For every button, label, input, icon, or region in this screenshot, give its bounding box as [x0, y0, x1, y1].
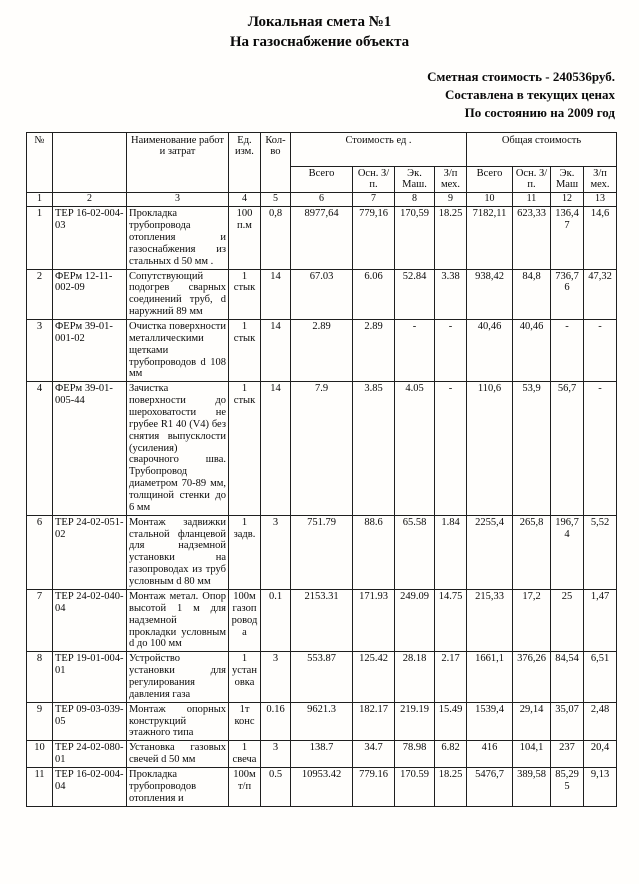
- table-body: [27, 207, 617, 806]
- column-number-cell: 2: [53, 193, 127, 207]
- header-total-cost-group: Общая стоимость: [467, 132, 617, 166]
- table-cell: 196,74: [551, 515, 584, 589]
- column-number-cell: 7: [353, 193, 395, 207]
- table-cell: -: [395, 320, 435, 382]
- table-cell: 553.87: [291, 652, 353, 702]
- header-unit-cost-group: Стоимость ед .: [291, 132, 467, 166]
- table-cell: -: [584, 320, 617, 382]
- table-cell: 8: [27, 652, 53, 702]
- table-cell: 2,48: [584, 702, 617, 741]
- table-cell: 6.06: [353, 269, 395, 319]
- table-cell: 1661,1: [467, 652, 513, 702]
- table-cell: ТЕР 16-02-004-03: [53, 207, 127, 269]
- table-cell: 67.03: [291, 269, 353, 319]
- table-cell: 265,8: [513, 515, 551, 589]
- table-cell: 1 стык: [229, 320, 261, 382]
- table-cell: 28.18: [395, 652, 435, 702]
- column-number-cell: 3: [127, 193, 229, 207]
- table-cell: 2153.31: [291, 589, 353, 651]
- table-cell: 84,54: [551, 652, 584, 702]
- header-code: [53, 132, 127, 193]
- table-cell: Монтаж метал. Опор высотой 1 м для надземной прокладки условным d до 100 мм: [127, 589, 229, 651]
- table-cell: 100 п.м: [229, 207, 261, 269]
- table-cell: 0,8: [261, 207, 291, 269]
- table-cell: 3.85: [353, 382, 395, 515]
- table-cell: ТЕР 24-02-080-01: [53, 741, 127, 768]
- subheader-unit-total: Всего: [291, 166, 353, 193]
- column-number-cell: 1: [27, 193, 53, 207]
- table-cell: 25: [551, 589, 584, 651]
- table-cell: 88.6: [353, 515, 395, 589]
- subheader-total-base-wage: Осн. З/п.: [513, 166, 551, 193]
- table-cell: 389,58: [513, 767, 551, 806]
- column-number-cell: 11: [513, 193, 551, 207]
- table-cell: -: [435, 320, 467, 382]
- table-cell: 0.16: [261, 702, 291, 741]
- meta-estimate-cost: Сметная стоимость - 240536руб.: [427, 69, 615, 84]
- table-cell: 29,14: [513, 702, 551, 741]
- table-cell: 1 свеча: [229, 741, 261, 768]
- meta-current-prices: Составлена в текущих ценах: [444, 87, 615, 103]
- table-cell: ТЕР 16-02-004-04: [53, 767, 127, 806]
- header-qty: Кол-во: [261, 132, 291, 193]
- table-cell: 40,46: [513, 320, 551, 382]
- subheader-unit-mech-wage: З/п мех.: [435, 166, 467, 193]
- column-number-cell: 13: [584, 193, 617, 207]
- table-cell: 7.9: [291, 382, 353, 515]
- column-number-cell: 6: [291, 193, 353, 207]
- table-cell: 9: [27, 702, 53, 741]
- table-cell: 779.16: [353, 767, 395, 806]
- subheader-total-mech-wage: З/п мех.: [584, 166, 617, 193]
- table-cell: 779,16: [353, 207, 395, 269]
- table-cell: 751.79: [291, 515, 353, 589]
- table-cell: 7182,11: [467, 207, 513, 269]
- table-cell: ФЕРм 12-11-002-09: [53, 269, 127, 319]
- table-cell: 10953.42: [291, 767, 353, 806]
- column-number-cell: 5: [261, 193, 291, 207]
- table-cell: 1т конс: [229, 702, 261, 741]
- title-line-2: На газоснабжение объекта: [229, 33, 410, 50]
- table-cell: Очистка поверхности металлическими щетками трубопроводов d 108 мм: [127, 320, 229, 382]
- table-cell: 10: [27, 741, 53, 768]
- column-number-cell: 9: [435, 193, 467, 207]
- table-cell: 14,6: [584, 207, 617, 269]
- table-cell: 52.84: [395, 269, 435, 319]
- table-cell: 182.17: [353, 702, 395, 741]
- table-cell: 18.25: [435, 767, 467, 806]
- table-cell: 938,42: [467, 269, 513, 319]
- table-cell: 1 стык: [229, 269, 261, 319]
- table-cell: 1 стык: [229, 382, 261, 515]
- table-cell: 14: [261, 382, 291, 515]
- table-cell: 85,295: [551, 767, 584, 806]
- table-cell: 4: [27, 382, 53, 515]
- table-cell: 3: [261, 741, 291, 768]
- table-cell: ТЕР 24-02-040-04: [53, 589, 127, 651]
- table-cell: 104,1: [513, 741, 551, 768]
- table-row: [27, 382, 617, 515]
- column-number-cell: 4: [229, 193, 261, 207]
- column-number-cell: 10: [467, 193, 513, 207]
- table-cell: 3: [27, 320, 53, 382]
- table-cell: 8977,64: [291, 207, 353, 269]
- table-cell: 53,9: [513, 382, 551, 515]
- table-cell: 1.84: [435, 515, 467, 589]
- table-cell: 136,47: [551, 207, 584, 269]
- table-row: [27, 269, 617, 319]
- table-cell: -: [551, 320, 584, 382]
- table-cell: Прокладка трубопровода отопления и газоснабжения из стальных d 50 мм .: [127, 207, 229, 269]
- document-meta: [0, 68, 615, 123]
- table-cell: 84,8: [513, 269, 551, 319]
- table-row: [27, 589, 617, 651]
- table-row: [27, 515, 617, 589]
- subheader-total-machine: Эк. Маш: [551, 166, 584, 193]
- header-unit: Ед. изм.: [229, 132, 261, 193]
- table-cell: Прокладка трубопроводов отопления и: [127, 767, 229, 806]
- table-cell: 2.89: [291, 320, 353, 382]
- column-number-cell: 8: [395, 193, 435, 207]
- table-cell: 2.17: [435, 652, 467, 702]
- table-cell: 34.7: [353, 741, 395, 768]
- table-cell: ТЕР 19-01-004-01: [53, 652, 127, 702]
- table-cell: Сопутствующий подогрев сварных соединений труб, d наружний 89 мм: [127, 269, 229, 319]
- table-cell: 3: [261, 515, 291, 589]
- table-cell: 623,33: [513, 207, 551, 269]
- table-cell: 736,76: [551, 269, 584, 319]
- table-cell: 40,46: [467, 320, 513, 382]
- table-cell: Установка газовых свечей d 50 мм: [127, 741, 229, 768]
- subheader-unit-base-wage: Осн. З/п.: [353, 166, 395, 193]
- table-cell: 35,07: [551, 702, 584, 741]
- column-number-cell: 12: [551, 193, 584, 207]
- table-cell: 56,7: [551, 382, 584, 515]
- subheader-unit-machine: Эк. Маш.: [395, 166, 435, 193]
- header-name: Наименование работ и затрат: [127, 132, 229, 193]
- table-cell: 100м газопровода: [229, 589, 261, 651]
- table-row: [27, 207, 617, 269]
- table-cell: 14: [261, 320, 291, 382]
- header-no: №: [27, 132, 53, 193]
- table-cell: 1: [27, 207, 53, 269]
- table-cell: 65.58: [395, 515, 435, 589]
- table-cell: 14: [261, 269, 291, 319]
- table-cell: 17,2: [513, 589, 551, 651]
- table-cell: 237: [551, 741, 584, 768]
- table-cell: 4.05: [395, 382, 435, 515]
- table-cell: 18.25: [435, 207, 467, 269]
- table-cell: 1 задв.: [229, 515, 261, 589]
- header-group-row: [27, 132, 617, 166]
- table-cell: 6.82: [435, 741, 467, 768]
- table-cell: 47,32: [584, 269, 617, 319]
- table-cell: 1539,4: [467, 702, 513, 741]
- table-cell: 9621.3: [291, 702, 353, 741]
- table-cell: 3.38: [435, 269, 467, 319]
- table-cell: 100м т/п: [229, 767, 261, 806]
- table-header: [27, 132, 617, 207]
- table-cell: 376,26: [513, 652, 551, 702]
- column-number-row: [27, 193, 617, 207]
- table-cell: 2255,4: [467, 515, 513, 589]
- table-cell: 0.5: [261, 767, 291, 806]
- meta-as-of-year: По состоянию на 2009 год: [464, 105, 615, 121]
- table-cell: -: [435, 382, 467, 515]
- table-cell: 11: [27, 767, 53, 806]
- table-cell: 2.89: [353, 320, 395, 382]
- subheader-total-total: Всего: [467, 166, 513, 193]
- table-cell: 219.19: [395, 702, 435, 741]
- table-cell: 1 установка: [229, 652, 261, 702]
- table-cell: 5476,7: [467, 767, 513, 806]
- table-cell: 2: [27, 269, 53, 319]
- table-cell: 0.1: [261, 589, 291, 651]
- table-row: [27, 652, 617, 702]
- table-cell: 171.93: [353, 589, 395, 651]
- table-cell: ТЕР 09-03-039-05: [53, 702, 127, 741]
- table-cell: 6: [27, 515, 53, 589]
- table-cell: 170,59: [395, 207, 435, 269]
- table-cell: 15.49: [435, 702, 467, 741]
- table-cell: 215,33: [467, 589, 513, 651]
- table-cell: 170.59: [395, 767, 435, 806]
- table-cell: ТЕР 24-02-051-02: [53, 515, 127, 589]
- table-row: [27, 320, 617, 382]
- table-cell: 20,4: [584, 741, 617, 768]
- table-cell: 9,13: [584, 767, 617, 806]
- table-cell: 14.75: [435, 589, 467, 651]
- table-cell: 78.98: [395, 741, 435, 768]
- table-cell: 110,6: [467, 382, 513, 515]
- table-cell: 5,52: [584, 515, 617, 589]
- table-cell: Монтаж опорных конструкций этажного типа: [127, 702, 229, 741]
- table-cell: 7: [27, 589, 53, 651]
- table-cell: ФЕРм 39-01-001-02: [53, 320, 127, 382]
- table-cell: 1,47: [584, 589, 617, 651]
- estimate-table: [26, 132, 617, 807]
- table-cell: ФЕРм 39-01-005-44: [53, 382, 127, 515]
- table-cell: Устройство установки для регулирования давления газа: [127, 652, 229, 702]
- table-row: [27, 741, 617, 768]
- table-cell: 3: [261, 652, 291, 702]
- table-cell: 138.7: [291, 741, 353, 768]
- document-title: [0, 0, 639, 52]
- table-cell: -: [584, 382, 617, 515]
- table-cell: 6,51: [584, 652, 617, 702]
- table-row: [27, 702, 617, 741]
- table-row: [27, 767, 617, 806]
- table-cell: Монтаж задвижки стальной фланцевой для надземной установки на газопроводах из труб условным d 80 мм: [127, 515, 229, 589]
- table-cell: 125.42: [353, 652, 395, 702]
- table-cell: Зачистка поверхности до шероховатости не грубее R1 40 (V4) без снятия выпусклости (усиления) сварочного шва. Трубопровод диаметром 70-89 мм, толщиной стенки до 6 мм: [127, 382, 229, 515]
- table-cell: 249.09: [395, 589, 435, 651]
- title-line-1: Локальная смета №1: [247, 14, 392, 30]
- table-cell: 416: [467, 741, 513, 768]
